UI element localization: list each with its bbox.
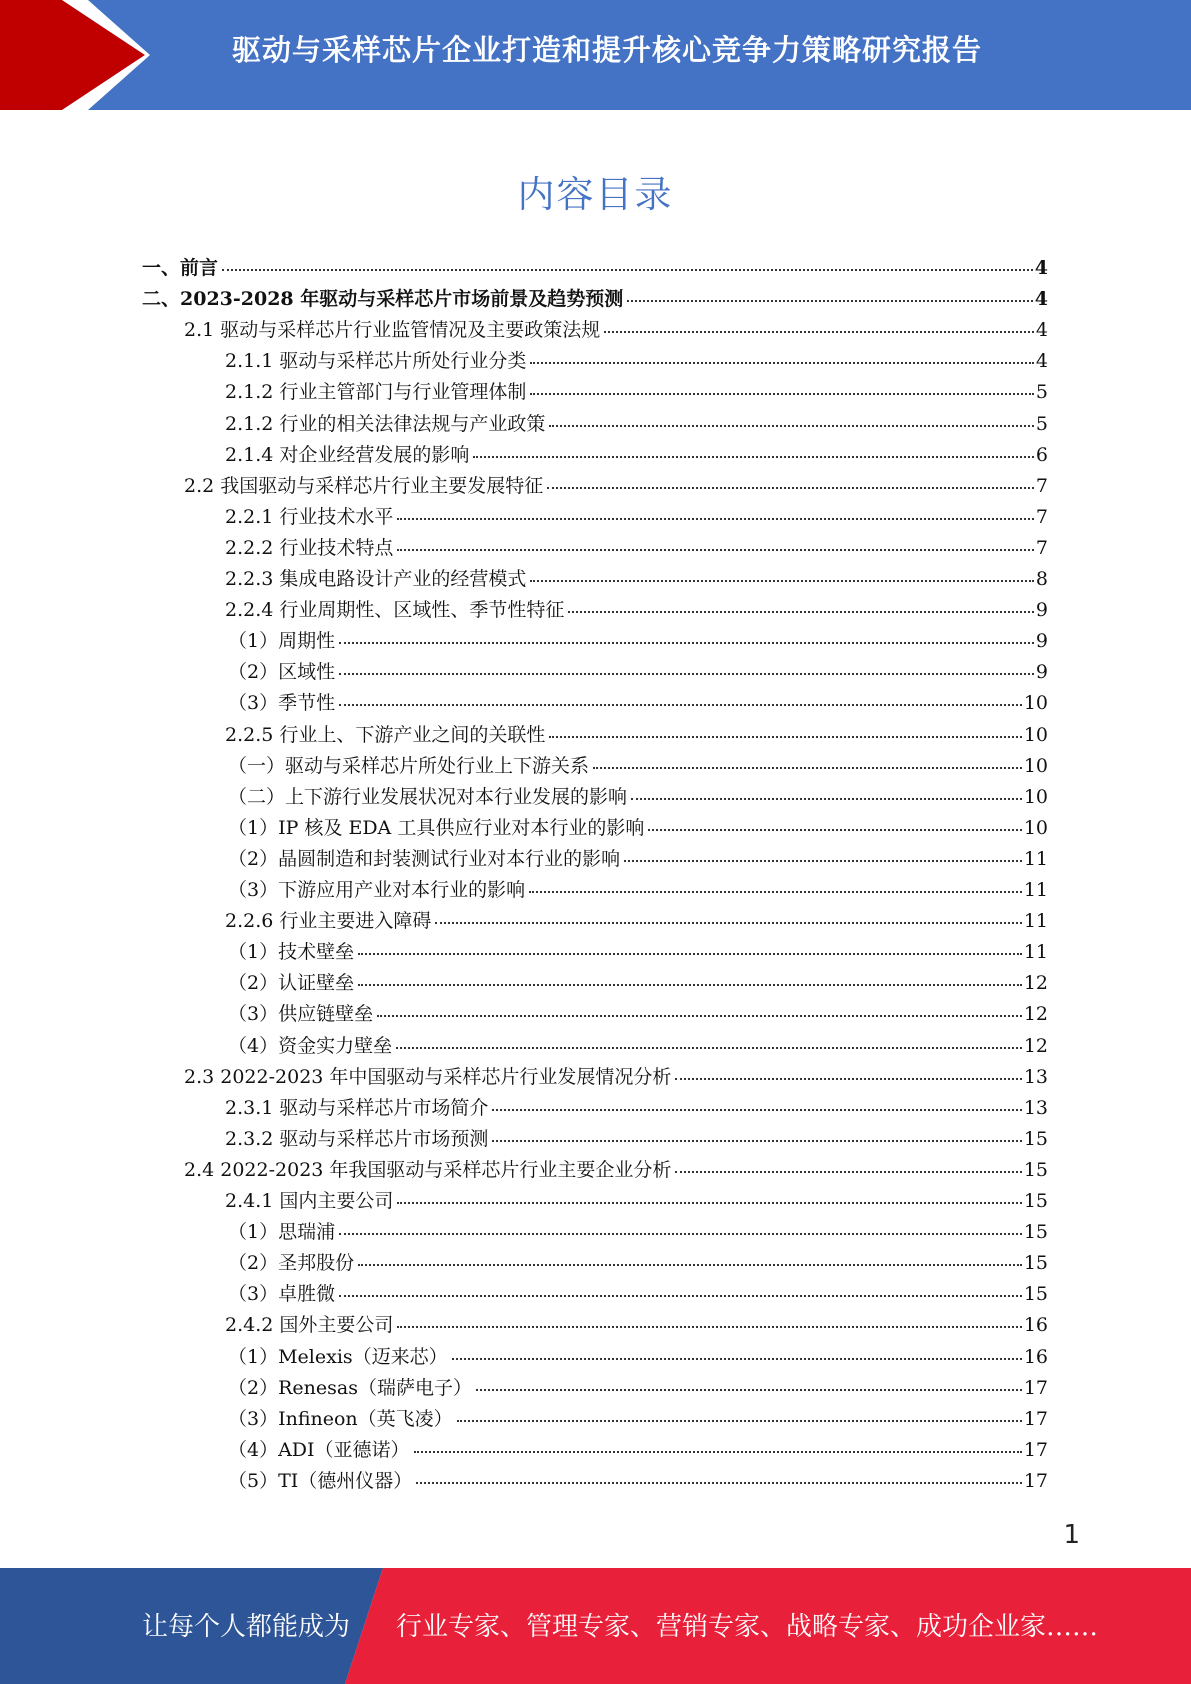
toc-entry[interactable] xyxy=(228,751,1048,782)
toc-entry-label: （1）思瑞浦 xyxy=(228,1221,336,1244)
toc-entry[interactable] xyxy=(228,844,1048,875)
toc-entry-label: 2.1 驱动与采样芯片行业监管情况及主要政策法规 xyxy=(184,319,601,342)
toc-entry-page: 17 xyxy=(1023,1438,1048,1461)
toc-entry-label: （1）Melexis（迈来芯） xyxy=(228,1345,448,1368)
toc-dot-leader xyxy=(604,327,1034,333)
toc-entry[interactable] xyxy=(225,720,1048,751)
toc-entry-page: 15 xyxy=(1023,1221,1048,1244)
toc-entry-page: 7 xyxy=(1035,505,1048,528)
footer-slogan-right: 行业专家、管理专家、营销专家、战略专家、成功企业家…… xyxy=(396,1612,1099,1642)
toc-entry-page: 12 xyxy=(1023,1003,1048,1026)
toc-entry-page: 10 xyxy=(1023,692,1048,715)
toc-heading: 内容目录 xyxy=(517,173,674,216)
toc-dot-leader xyxy=(339,669,1034,675)
toc-dot-leader xyxy=(416,1478,1022,1484)
toc-entry[interactable] xyxy=(228,1466,1048,1497)
toc-entry[interactable] xyxy=(228,875,1048,906)
toc-entry-label: （3）供应链壁垒 xyxy=(228,1003,374,1026)
toc-entry-page: 10 xyxy=(1023,754,1048,777)
toc-entry-label: 2.1.1 驱动与采样芯片所处行业分类 xyxy=(225,350,527,373)
toc-dot-leader xyxy=(593,763,1022,769)
toc-entry-label: 2.1.2 行业的相关法律法规与产业政策 xyxy=(225,412,546,435)
toc-entry-page: 11 xyxy=(1023,941,1048,964)
toc-entry-page: 4 xyxy=(1035,350,1048,373)
toc-entry-label: 2.2 我国驱动与采样芯片行业主要发展特征 xyxy=(184,474,544,497)
toc-entry[interactable] xyxy=(225,377,1048,408)
toc-dot-leader xyxy=(397,545,1034,551)
toc-dot-leader xyxy=(358,980,1022,986)
toc-entry-page: 9 xyxy=(1035,630,1048,653)
report-footer-band xyxy=(0,1568,1191,1684)
toc-dot-leader xyxy=(339,1229,1022,1235)
toc-dot-leader xyxy=(339,700,1022,706)
toc-entry[interactable] xyxy=(184,315,1048,346)
toc-dot-leader xyxy=(568,607,1034,613)
toc-entry[interactable] xyxy=(225,1310,1048,1341)
toc-entry-label: （2）认证壁垒 xyxy=(228,972,355,995)
toc-entry-label: （二）上下游行业发展状况对本行业发展的影响 xyxy=(228,785,628,808)
toc-entry-label: （1）技术壁垒 xyxy=(228,941,355,964)
toc-dot-leader xyxy=(549,732,1021,738)
toc-entry-label: 2.4.1 国内主要公司 xyxy=(225,1190,394,1212)
toc-entry[interactable] xyxy=(228,1342,1048,1373)
toc-entry-label: 2.2.1 行业技术水平 xyxy=(225,505,394,528)
toc-entry-page: 9 xyxy=(1035,599,1048,622)
toc-dot-leader xyxy=(435,918,1021,924)
toc-dot-leader xyxy=(339,638,1034,644)
toc-entry[interactable] xyxy=(225,564,1048,595)
toc-entry-page: 5 xyxy=(1035,381,1048,404)
toc-dot-leader xyxy=(377,1011,1022,1017)
toc-dot-leader xyxy=(631,794,1022,800)
toc-entry[interactable] xyxy=(142,253,1048,284)
toc-dot-leader xyxy=(457,1416,1022,1422)
toc-entry-page: 15 xyxy=(1023,1158,1048,1181)
toc-entry-page: 13 xyxy=(1023,1096,1048,1119)
toc-entry-label: 一、前言 xyxy=(142,257,219,279)
toc-dot-leader xyxy=(396,1043,1022,1049)
toc-entry-page: 17 xyxy=(1023,1376,1048,1399)
toc-dot-leader xyxy=(530,576,1034,582)
toc-entry-page: 10 xyxy=(1023,816,1048,839)
toc-entry-page: 15 xyxy=(1023,1127,1048,1150)
toc-entry-page: 11 xyxy=(1023,910,1048,933)
toc-entry[interactable] xyxy=(225,906,1048,937)
toc-entry[interactable] xyxy=(225,1186,1048,1217)
toc-entry[interactable] xyxy=(184,1062,1048,1093)
toc-dot-leader xyxy=(627,296,1033,302)
toc-entry-label: 2.2.3 集成电路设计产业的经营模式 xyxy=(225,568,527,590)
toc-entry[interactable] xyxy=(228,1404,1048,1435)
toc-entry-label: （3）Infineon（英飞凌） xyxy=(228,1407,453,1430)
toc-entry-label: （3）季节性 xyxy=(228,692,336,715)
toc-entry-label: （2）晶圆制造和封装测试行业对本行业的影响 xyxy=(228,847,621,870)
toc-dot-leader xyxy=(339,1291,1022,1297)
toc-dot-leader xyxy=(397,1322,1021,1328)
toc-entry-label: 2.2.2 行业技术特点 xyxy=(225,536,394,559)
toc-dot-leader xyxy=(675,1074,1021,1080)
toc-entry[interactable] xyxy=(225,533,1048,564)
toc-dot-leader xyxy=(358,1260,1022,1266)
toc-dot-leader xyxy=(492,1136,1021,1142)
toc-entry[interactable] xyxy=(225,409,1048,440)
toc-entry[interactable] xyxy=(228,999,1048,1030)
toc-entry[interactable] xyxy=(228,1031,1048,1062)
toc-entry[interactable] xyxy=(228,688,1048,719)
toc-entry-page: 10 xyxy=(1023,723,1048,746)
toc-entry-page: 13 xyxy=(1023,1065,1048,1088)
toc-entry[interactable] xyxy=(225,1093,1048,1124)
toc-entry-label: （2）Renesas（瑞萨电子） xyxy=(228,1376,472,1399)
toc-entry[interactable] xyxy=(184,1155,1048,1186)
toc-dot-leader xyxy=(530,389,1034,395)
toc-dot-leader xyxy=(397,1198,1021,1204)
toc-entry-label: （3）卓胜微 xyxy=(228,1283,336,1306)
report-header-band xyxy=(0,0,1191,110)
toc-entry[interactable] xyxy=(228,937,1048,968)
toc-entry[interactable] xyxy=(228,1217,1048,1248)
toc-entry-page: 4 xyxy=(1034,257,1048,279)
toc-dot-leader xyxy=(414,1447,1022,1453)
toc-entry-label: （3）下游应用产业对本行业的影响 xyxy=(228,879,526,901)
toc-entry-page: 7 xyxy=(1035,474,1048,497)
toc-entry[interactable] xyxy=(228,1373,1048,1404)
toc-entry-label: （1）IP 核及 EDA 工具供应行业对本行业的影响 xyxy=(228,816,645,839)
toc-entry[interactable] xyxy=(228,626,1048,657)
toc-entry[interactable] xyxy=(225,595,1048,626)
toc-entry-label: 2.4.2 国外主要公司 xyxy=(225,1314,394,1337)
toc-dot-leader xyxy=(547,483,1034,489)
toc-entry-label: 2.4 2022-2023 年我国驱动与采样芯片行业主要企业分析 xyxy=(184,1158,672,1181)
toc-entry-label: 2.3.1 驱动与采样芯片市场简介 xyxy=(225,1096,489,1119)
toc-entry[interactable] xyxy=(228,968,1048,999)
toc-entry-label: 2.1.2 行业主管部门与行业管理体制 xyxy=(225,381,527,404)
toc-dot-leader xyxy=(624,856,1022,862)
toc-entry-page: 4 xyxy=(1034,288,1048,311)
toc-entry[interactable] xyxy=(225,502,1048,533)
toc-entry-label: 2.1.4 对企业经营发展的影响 xyxy=(225,443,470,466)
toc-entry[interactable] xyxy=(142,284,1048,315)
toc-entry-page: 16 xyxy=(1023,1345,1048,1368)
toc-entry-page: 15 xyxy=(1023,1283,1048,1306)
toc-dot-leader xyxy=(549,421,1034,427)
toc-entry-label: 2.3.2 驱动与采样芯片市场预测 xyxy=(225,1127,489,1150)
toc-entry-label: （5）TI（德州仪器） xyxy=(228,1469,413,1492)
toc-entry-label: （2）圣邦股份 xyxy=(228,1252,355,1275)
toc-dot-leader xyxy=(492,1105,1021,1111)
toc-entry[interactable] xyxy=(228,657,1048,688)
toc-dot-leader xyxy=(397,514,1034,520)
toc-entry-page: 15 xyxy=(1023,1252,1048,1275)
toc-dot-leader xyxy=(473,452,1034,458)
toc-dot-leader xyxy=(222,265,1033,271)
toc-entry-label: 2.2.4 行业周期性、区域性、季节性特征 xyxy=(225,599,565,622)
toc-entry-page: 4 xyxy=(1035,319,1048,342)
toc-entry-label: （2）区域性 xyxy=(228,661,336,684)
toc-dot-leader xyxy=(675,1167,1021,1173)
toc-dot-leader xyxy=(530,358,1034,364)
toc-entry-page: 11 xyxy=(1023,879,1048,901)
toc-entry-page: 5 xyxy=(1035,412,1048,435)
toc-entry-label: 二、2023-2028 年驱动与采样芯片市场前景及趋势预测 xyxy=(142,288,624,311)
toc-entry[interactable] xyxy=(228,782,1048,813)
toc-entry-page: 8 xyxy=(1035,568,1048,590)
toc-dot-leader xyxy=(452,1354,1022,1360)
toc-entry[interactable] xyxy=(228,1435,1048,1466)
toc-entry-page: 10 xyxy=(1023,785,1048,808)
toc-entry-page: 16 xyxy=(1023,1314,1048,1337)
toc-entry-page: 12 xyxy=(1023,1034,1048,1057)
toc-entry-label: （1）周期性 xyxy=(228,630,336,653)
toc-entry-page: 6 xyxy=(1035,443,1048,466)
toc-entry-page: 17 xyxy=(1023,1469,1048,1492)
footer-slogan-left: 让每个人都能成为 xyxy=(142,1612,351,1642)
toc-dot-leader xyxy=(648,825,1021,831)
toc-entry-page: 12 xyxy=(1023,972,1048,995)
toc-entry-page: 7 xyxy=(1035,536,1048,559)
toc-dot-leader xyxy=(358,949,1022,955)
page-number: 1 xyxy=(1063,1520,1080,1550)
toc-dot-leader xyxy=(476,1385,1022,1391)
toc-entry-label: 2.2.5 行业上、下游产业之间的关联性 xyxy=(225,723,546,746)
toc-entry-page: 17 xyxy=(1023,1407,1048,1430)
toc-entry-page: 11 xyxy=(1023,847,1048,870)
toc-entry-label: （4）资金实力壁垒 xyxy=(228,1034,393,1057)
toc-dot-leader xyxy=(529,887,1022,893)
toc-entry[interactable] xyxy=(225,1124,1048,1155)
report-title: 驱动与采样芯片企业打造和提升核心竞争力策略研究报告 xyxy=(232,33,983,67)
toc-entry-page: 15 xyxy=(1023,1190,1048,1212)
toc-entry-label: 2.2.6 行业主要进入障碍 xyxy=(225,910,432,933)
toc-entry[interactable] xyxy=(225,440,1048,471)
toc-entry[interactable] xyxy=(228,1279,1048,1310)
toc-entry[interactable] xyxy=(228,813,1048,844)
toc-entry[interactable] xyxy=(184,471,1048,502)
toc-entry-label: （一）驱动与采样芯片所处行业上下游关系 xyxy=(228,754,590,777)
toc-entry[interactable] xyxy=(228,1248,1048,1279)
toc-entry-label: （4）ADI（亚德诺） xyxy=(228,1438,410,1461)
toc-entry-label: 2.3 2022-2023 年中国驱动与采样芯片行业发展情况分析 xyxy=(184,1065,672,1088)
toc-entry-page: 9 xyxy=(1035,661,1048,684)
toc-entry[interactable] xyxy=(225,346,1048,377)
